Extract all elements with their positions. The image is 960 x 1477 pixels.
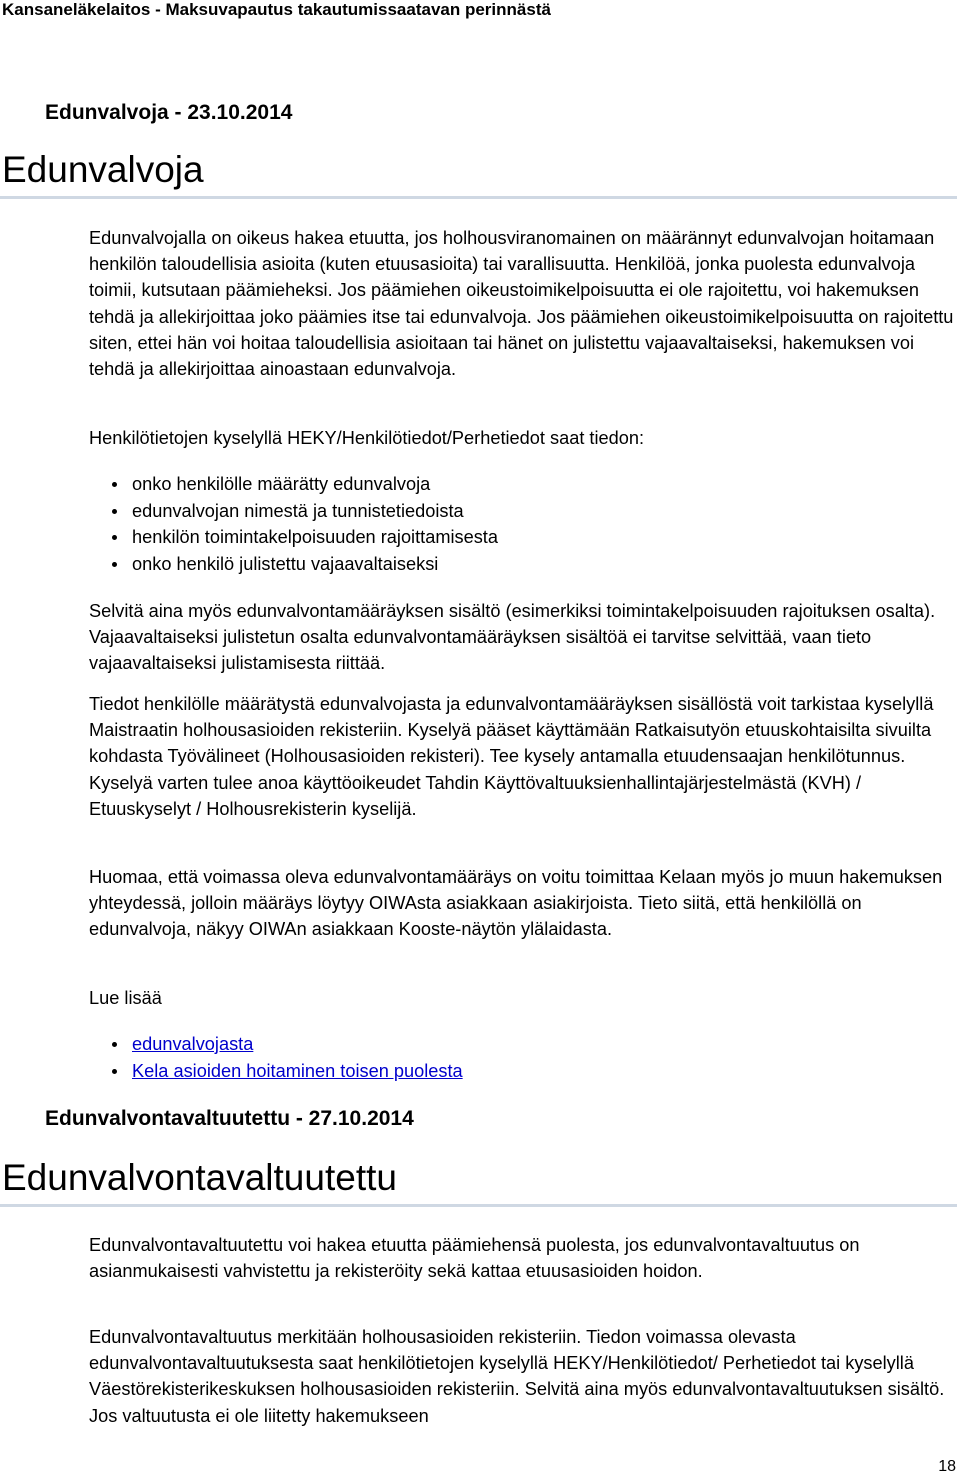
link-edunvalvojasta[interactable]: edunvalvojasta: [132, 1034, 254, 1054]
section-title: Edunvalvoja: [2, 149, 204, 190]
list-item: [89, 1031, 463, 1058]
paragraph: Henkilötietojen kyselyllä HEKY/Henkilötiedot/Perhetiedot saat tiedon:: [89, 428, 645, 448]
list-item: [89, 1058, 463, 1085]
bullet-list: [89, 471, 498, 577]
read-more-label: Lue lisää: [89, 988, 162, 1008]
list-item: onko henkilölle määrätty edunvalvoja: [89, 471, 498, 498]
list-item: edunvalvojan nimestä ja tunnistetiedoista: [89, 498, 498, 525]
paragraph: Huomaa, että voimassa oleva edunvalvontamääräys on voitu toimittaa Kelaan myös jo muun hakemuksen yhteydessä, jolloin määräys löytyy OIWAsta asiakkaan asiakirjoista. Tieto siitä, että henkilöllä on edunvalvoja, näkyy OIWAn asiakkaan Kooste-näytön ylälaidasta.: [89, 867, 943, 940]
section-date-heading: Edunvalvontavaltuutettu - 27.10.2014: [45, 1107, 414, 1130]
title-divider: [0, 196, 957, 199]
paragraph: Edunvalvontavaltuutus merkitään holhousasioiden rekisteriin. Tiedon voimassa olevasta edunvalvontavaltuutuksesta saat henkilötietojen kyselyllä HEKY/Henkilötiedot/ Perhetiedot tai kyselyllä Väestörekisterikeskuksen holhousasioiden rekisteriin. Selvitä aina myös edunvalvontavaltuutuksen sisältö. Jos valtuutusta ei ole liitetty hakemukseen: [89, 1327, 945, 1426]
paragraph: Edunvalvontavaltuutettu voi hakea etuutta päämiehensä puolesta, jos edunvalvontavaltuutus on asianmukaisesti vahvistettu ja rekisteröity sekä kattaa etuusasioiden hoidon.: [89, 1235, 860, 1282]
paragraph: Selvitä aina myös edunvalvontamääräyksen sisältö (esimerkiksi toimintakelpoisuuden rajoituksen osalta). Vajaavaltaiseksi julistetun osalta edunvalvontamääräyksen sisältöä ei tarvitse selvittää, vaan tieto vajaavaltaiseksi julistamisesta riittää.: [89, 601, 936, 674]
link-kela-asioiden-hoitaminen[interactable]: Kela asioiden hoitaminen toisen puolesta: [132, 1060, 463, 1081]
link-list: [89, 1031, 463, 1084]
title-divider: [0, 1204, 957, 1207]
page-number: 18: [938, 1458, 956, 1475]
list-item: henkilön toimintakelpoisuuden rajoittamisesta: [89, 524, 498, 551]
paragraph: Tiedot henkilölle määrätystä edunvalvojasta ja edunvalvontamääräyksen sisällöstä voit tarkistaa kyselyllä Maistraatin holhousasioiden rekisteriin. Kyselyä pääset käyttämään Ratkaisutyön etuuskohtaisilta sivuilta kohdasta Työvälineet (Holhousasioiden rekisteri). Tee kysely antamalla etuudensaajan henkilötunnus. Kyselyä varten tulee anoa käyttöoikeudet Tahdin Käyttövaltuuksienhallintajärjestelmästä (KVH) / Etuuskyselyt / Holhousrekisterin kyselijä.: [89, 694, 934, 819]
paragraph: Edunvalvojalla on oikeus hakea etuutta, jos holhousviranomainen on määrännyt edunvalvojan hoitamaan henkilön taloudellisia asioita (kuten etuusasioita) tai varallisuutta. Henkilöä, jonka puolesta edunvalvoja toimii, kutsutaan päämieheksi. Jos päämiehen oikeustoimikelpoisuutta ei ole rajoitettu, voi hakemuksen tehdä ja allekirjoittaa joko päämies itse tai edunvalvoja. Jos päämiehen oikeustoimikelpoisuutta on rajoitettu siten, ettei hän voi hoitaa taloudellisia asioitaan tai hänet on julistettu vajaavaltaiseksi, hakemuksen voi tehdä ja allekirjoittaa ainoastaan edunvalvoja.: [89, 228, 954, 380]
section-title: Edunvalvontavaltuutettu: [2, 1157, 397, 1198]
document-header: Kansaneläkelaitos - Maksuvapautus takautumissaatavan perinnästä: [2, 0, 551, 19]
section-date-heading: Edunvalvoja - 23.10.2014: [45, 101, 293, 124]
list-item: onko henkilö julistettu vajaavaltaiseksi: [89, 551, 498, 578]
